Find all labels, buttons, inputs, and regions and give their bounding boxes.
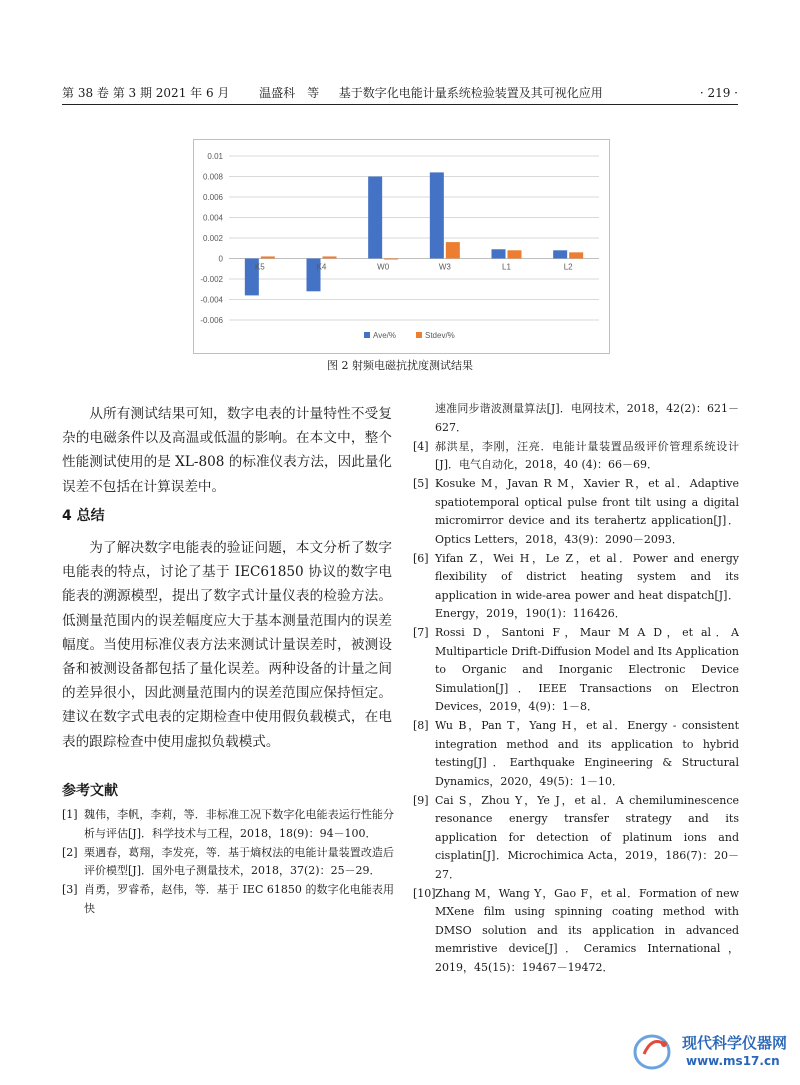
y-tick-label: -0.004 xyxy=(200,295,223,305)
reference-item: [5] Kosuke M，Javan R M，Xavier R，et al．Adaptive spatiotemporal optical pulse front tilt using a digital micromirror device and its terahertz application[J]．Optics Letters，2018，43(9)：2090－2093． xyxy=(413,477,739,546)
x-tick-label: L2 xyxy=(563,262,573,272)
reference-item: [10] Zhang M，Wang Y，Gao F，et al．Formation of new MXene film using spinning coating method with DMSO solution and its application in advanced memristive device[J]．Ceramics International，2019，45(15)：19467－19472． xyxy=(413,886,739,974)
references-title: 参考文献 xyxy=(62,783,118,799)
bar-ave xyxy=(492,249,506,258)
reference-item: [7] Rossi D，Santoni F，Maur M A D，et al．A Multiparticle Drift-Diffusion Model and Its Application to Organic and Inorganic Electronic Device Simulation[J]．IEEE Transactions on Electron Devices，2019，4(9)：1－8． xyxy=(413,626,739,713)
y-tick-label: 0.008 xyxy=(202,172,223,182)
legend-label: Ave/% xyxy=(373,331,396,340)
bar-chart xyxy=(194,140,609,353)
legend-label: Stdev/% xyxy=(425,331,455,340)
section-title-summary: 4 总结 xyxy=(62,508,105,524)
legend-swatch xyxy=(416,332,422,338)
paragraph-summary: 为了解决数字电能表的验证问题，本文分析了数字电能表的特点，讨论了基于 IEC61850 协议的数字电能表的溯源模型，提出了数字式计量仪表的检验方法。低测量范围内的误差幅度应大于基本测量范围内的误差幅度。当使用标准仪表方法来测试计量误差时，被测设备和被测设备都包括了量化误差。两种设备的计量之间的差异很小，因此测量范围内的误差范围应保持恒定。建议在数字式电表的定期检查中使用假负载模式，在电表的跟踪检查中使用虚拟负载模式。 xyxy=(62,540,392,750)
site-watermark xyxy=(630,1022,790,1078)
paragraph-results: 从所有测试结果可知，数字电表的计量特性不受复杂的电磁条件以及高温或低温的影响。在本文中，整个性能测试使用的是 XL-808 的标准仪表方法，因此量化误差不包括在计算误差中。 xyxy=(62,406,392,495)
reference-item: [6] Yifan Z，Wei H，Le Z，et al．Power and energy flexibility of district heating system and its application in wide-area power and heat dispatch[J]．Energy，2019，190(1)：116426． xyxy=(413,551,739,620)
y-tick-label: 0.004 xyxy=(202,213,223,223)
references-left xyxy=(62,806,394,919)
bar-ave xyxy=(430,172,444,258)
bar-stdev xyxy=(446,242,460,258)
y-tick-label: 0.01 xyxy=(207,152,223,161)
header-rule xyxy=(62,104,738,105)
bar-stdev xyxy=(323,256,337,258)
x-tick-label: K5 xyxy=(254,262,265,272)
bar-stdev xyxy=(384,259,398,260)
watermark-url: www.ms17.cn xyxy=(686,1054,780,1068)
bar-ave xyxy=(553,250,567,258)
left-column xyxy=(62,402,392,499)
watermark-title: 现代科学仪器网 xyxy=(682,1034,788,1052)
reference-item: [8] Wu B，Pan T，Yang H，et al．Energy - consistent integration method and its application to hybrid testing[J]．Earthquake Engineering & Structural Dynamics，2020，49(5)：1－10． xyxy=(413,719,739,788)
figure-caption: 图 2 射频电磁抗扰度测试结果 xyxy=(327,359,473,372)
bar-stdev xyxy=(261,256,275,258)
reference-item: [3] 肖勇，罗睿希，赵伟，等．基于 IEC 61850 的数字化电能表用快 xyxy=(62,883,394,915)
header-authors: 温盛科 等 xyxy=(259,86,320,100)
bar-stdev xyxy=(569,252,583,258)
watermark-logo-icon xyxy=(630,1028,678,1072)
y-tick-label: 0.002 xyxy=(202,234,223,243)
y-tick-label: -0.006 xyxy=(200,316,223,325)
references-right xyxy=(413,400,739,978)
y-tick-label: 0.006 xyxy=(202,193,223,202)
x-tick-label: W3 xyxy=(438,262,451,272)
y-tick-label: -0.002 xyxy=(200,275,223,284)
page-number: · 219 · xyxy=(699,86,738,100)
y-tick-label: 0 xyxy=(218,254,223,264)
running-header xyxy=(62,84,738,102)
figure-frame xyxy=(193,139,610,354)
summary-block xyxy=(62,536,392,754)
reference-item: [2] 栗遇春，葛翔，李发亮，等．基于熵权法的电能计量装置改造后评价模型[J]．国外电子测量技术，2018，37(2)：25－29． xyxy=(62,845,394,877)
x-tick-label: K4 xyxy=(316,262,327,272)
x-tick-label: L1 xyxy=(502,262,511,272)
reference-continuation: 速准同步谐波测量算法[J]．电网技术，2018，42(2)：621－627． xyxy=(435,402,739,434)
reference-item: [1] 魏伟，李帆，李莉，等．非标准工况下数字化电能表运行性能分析与评估[J]．科学技术与工程，2018，18(9)：94－100． xyxy=(62,808,394,840)
x-tick-label: W0 xyxy=(377,262,390,272)
journal-issue: 第 38 卷 第 3 期 2021 年 6 月 xyxy=(62,86,230,100)
legend-swatch xyxy=(364,332,370,338)
reference-item: [9] Cai S，Zhou Y，Ye J，et al．A chemiluminescence resonance energy transfer strategy and its application for detection of platinum ions and cisplatin[J]．Microchimica Acta，2019，186(7)：20－27． xyxy=(413,793,739,881)
reference-item: [4] 郝洪星，李刚，汪亮．电能计量装置品级评价管理系统设计[J]．电气自动化，2018，40 (4)：66－69． xyxy=(413,439,739,471)
bar-stdev xyxy=(508,250,522,258)
header-article-title: 基于数字化电能计量系统检验装置及其可视化应用 xyxy=(338,86,603,100)
bar-ave xyxy=(368,177,382,259)
